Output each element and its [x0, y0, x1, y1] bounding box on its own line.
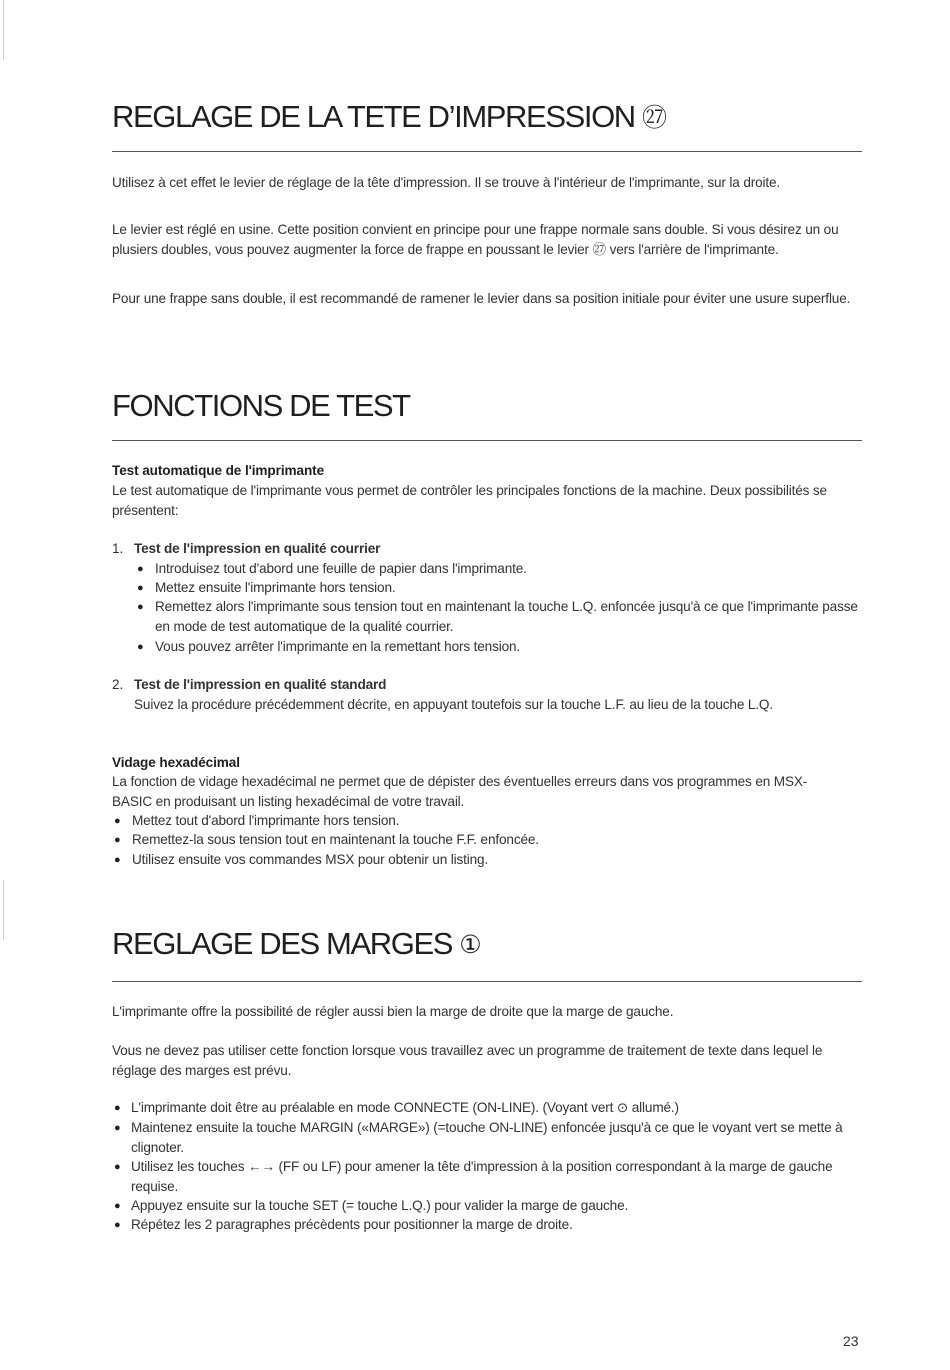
- bullet-icon: ●: [114, 1122, 121, 1134]
- section-divider: [112, 151, 862, 152]
- bullet-icon: ●: [114, 815, 121, 827]
- list-item: Répétez les 2 paragraphes précèdents pour positionner la marge de droite.: [131, 1217, 573, 1232]
- section-title-test: FONCTIONS DE TEST: [112, 388, 410, 423]
- section-title-marges: REGLAGE DES MARGES ①: [112, 926, 482, 961]
- bullet-icon: ●: [114, 854, 121, 866]
- paragraph: Le test automatique de l'imprimante vous permet de contrôler les principales fonctions de la machine. Deux possibilités se présentent:: [112, 483, 827, 518]
- list-item: Utilisez ensuite vos commandes MSX pour obtenir un listing.: [132, 852, 489, 867]
- bullet-icon: ●: [114, 1161, 121, 1173]
- paragraph: Le levier est réglé en usine. Cette position convient en principe pour une frappe normale sans double. Si vous désirez un ou plusiers doubles, vous pouvez augmenter la force de frappe en poussant le levier ㉗ vers l'arrière de l'imprimante.: [112, 222, 839, 257]
- bullet-icon: ●: [137, 601, 144, 613]
- list-item: Vous pouvez arrêter l'imprimante en la remettant hors tension.: [155, 639, 521, 654]
- section-divider: [112, 440, 862, 441]
- list-item: Appuyez ensuite sur la touche SET (= touche L.Q.) pour valider la marge de gauche.: [131, 1198, 629, 1213]
- bullet-icon: ●: [114, 1200, 121, 1212]
- paragraph: Pour une frappe sans double, il est recommandé de ramener le levier dans sa position initiale pour éviter une usure superflue.: [112, 291, 851, 306]
- bullet-icon: ●: [137, 563, 144, 575]
- list-item: L'imprimante doit être au préalable en mode CONNECTE (ON-LINE). (Voyant vert ⊙ allumé.): [131, 1100, 679, 1115]
- list-heading: Test de l'impression en qualité standard: [134, 677, 387, 692]
- subheading: Vidage hexadécimal: [112, 755, 240, 770]
- bullet-icon: ●: [137, 641, 144, 653]
- paragraph: Vous ne devez pas utiliser cette fonction lorsque vous travaillez avec un programme de traitement de texte dans lequel le réglage des marges est prévu.: [112, 1043, 823, 1078]
- list-number: 2.: [112, 677, 124, 692]
- bullet-icon: ●: [114, 834, 121, 846]
- paragraph: La fonction de vidage hexadécimal ne permet que de dépister des éventuelles erreurs dans vos programmes en MSX-BASIC en produisant un listing hexadécimal de votre travail.: [112, 774, 808, 809]
- bullet-icon: ●: [137, 582, 144, 594]
- list-item: Utilisez les touches ←→ (FF ou LF) pour amener la tête d'impression à la position correspondant à la marge de gauche requise.: [131, 1159, 833, 1194]
- page-number: 23: [843, 1333, 859, 1349]
- section-title-tete: REGLAGE DE LA TETE D’IMPRESSION ㉗: [112, 99, 668, 134]
- list-text: Suivez la procédure précédemment décrite, en appuyant toutefois sur la touche L.F. au lieu de la touche L.Q.: [134, 697, 773, 712]
- paragraph: Utilisez à cet effet le levier de réglage de la tête d'impression. Il se trouve à l'intérieur de l'imprimante, sur la droite.: [112, 175, 781, 190]
- list-item: Remettez-la sous tension tout en maintenant la touche F.F. enfoncée.: [132, 832, 539, 847]
- scan-edge-mark: [3, 0, 4, 60]
- list-item: Maintenez ensuite la touche MARGIN («MARGE») (=touche ON-LINE) enfoncée jusqu'à ce que le voyant vert se mette à clignoter.: [131, 1120, 843, 1155]
- scan-edge-mark: [3, 880, 4, 940]
- list-item: Mettez ensuite l'imprimante hors tension.: [155, 580, 396, 595]
- list-number: 1.: [112, 541, 124, 556]
- section-divider: [112, 981, 862, 982]
- bullet-icon: ●: [114, 1219, 121, 1231]
- ref-marker: ①: [459, 931, 482, 959]
- list-heading: Test de l'impression en qualité courrier: [134, 541, 381, 556]
- paragraph: L'imprimante offre la possibilité de régler aussi bien la marge de droite que la marge de gauche.: [112, 1004, 674, 1019]
- list-item: Remettez alors l'imprimante sous tension tout en maintenant la touche L.Q. enfoncée jusqu'à ce que l'imprimante passe en mode de test automatique de la qualité courrier.: [155, 599, 858, 634]
- list-item: Mettez tout d'abord l'imprimante hors tension.: [132, 813, 400, 828]
- ref-marker: ㉗: [642, 104, 668, 132]
- list-item: Introduisez tout d'abord une feuille de papier dans l'imprimante.: [155, 561, 527, 576]
- bullet-icon: ●: [114, 1102, 121, 1114]
- subheading: Test automatique de l'imprimante: [112, 463, 325, 478]
